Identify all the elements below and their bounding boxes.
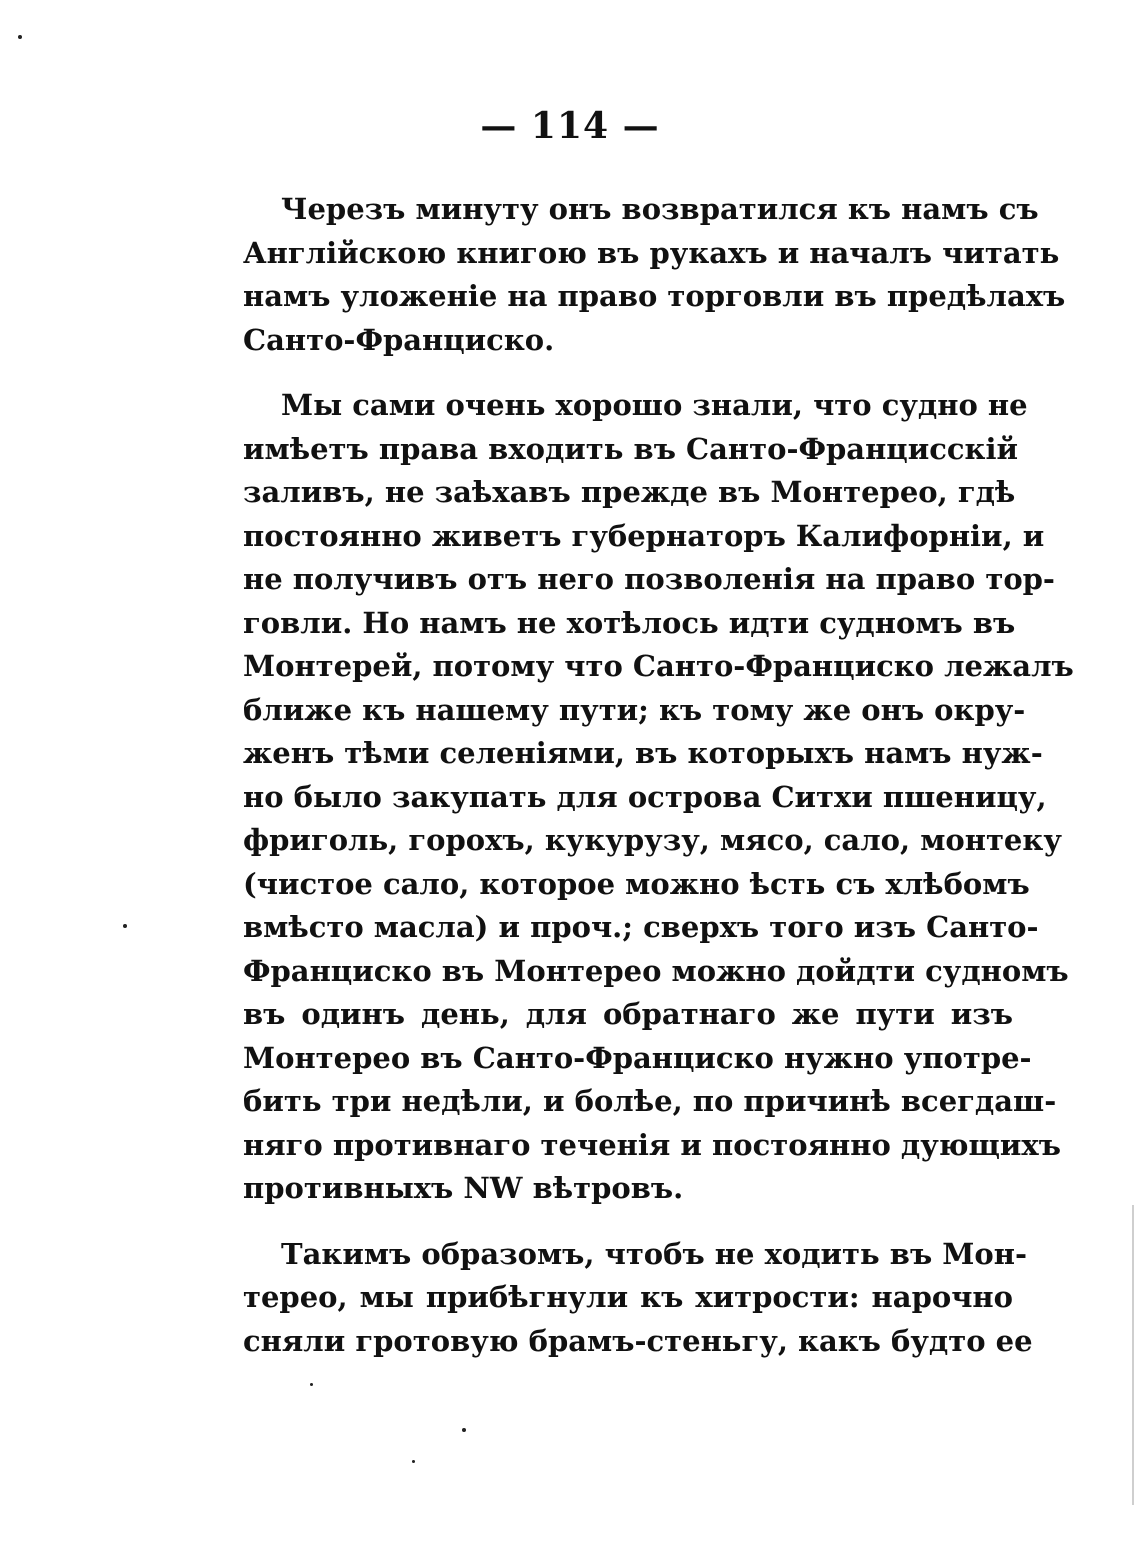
- text-line: фриголь, горохъ, кукурузу, мясо, сало, монтеку: [243, 823, 1062, 857]
- text-line: Такимъ образомъ, чтобъ не ходить въ Мон-: [281, 1236, 1027, 1271]
- text-line: сняли гротовую брамъ-стеньгу, какъ будто ее: [243, 1323, 1033, 1358]
- text-line: постоянно живетъ губернаторъ Калифорніи, и: [243, 518, 1045, 553]
- paragraph-3: [243, 1233, 1033, 1364]
- page-number: — 114 —: [480, 105, 660, 147]
- text-line: но было закупать для острова Ситхи пшеницу,: [243, 779, 1047, 814]
- text-line: Санто-Франциско.: [243, 322, 555, 357]
- text-line: терео, мы прибѣгнули къ хитрости: нарочно: [243, 1280, 1013, 1314]
- scan-speck: [123, 924, 127, 928]
- text-line: говли. Но намъ не хотѣлось идти судномъ въ: [243, 605, 1016, 640]
- text-line: няго противнаго теченія и постоянно дующихъ: [243, 1127, 1061, 1162]
- text-line: имѣетъ права входить въ Санто-Францисскій: [243, 431, 1019, 466]
- text-line: Монтерей, потому что Санто-Франциско лежалъ: [243, 649, 1074, 683]
- text-line: Англійскою книгою въ рукахъ и началъ читать: [243, 235, 1060, 270]
- text-line: (чистое сало, которое можно ѣсть съ хлѣбомъ: [243, 866, 1030, 901]
- scan-speck: [18, 35, 22, 39]
- text-line: вмѣсто масла) и проч.; сверхъ того изъ Санто-: [243, 910, 1039, 944]
- scan-speck: [412, 1460, 415, 1463]
- text-line: противныхъ NW вѣтровъ.: [243, 1171, 684, 1205]
- scan-speck: [310, 1383, 313, 1386]
- text-line: женъ тѣми селеніями, въ которыхъ намъ нуж-: [243, 736, 1043, 770]
- text-line: заливъ, не заѣхавъ прежде въ Монтерео, гдѣ: [243, 475, 1016, 509]
- text-line: не получивъ отъ него позволенія на право тор-: [243, 562, 1055, 596]
- body-text: [243, 188, 1074, 1363]
- text-line: намъ уложеніе на право торговли въ предѣлахъ: [243, 279, 1066, 313]
- text-line: ближе къ нашему пути; къ тому же онъ окру-: [243, 692, 1026, 727]
- paragraph-1: [243, 188, 1066, 362]
- text-line: въ одинъ день, для обратнаго же пути изъ: [243, 997, 1013, 1031]
- scan-speck: [462, 1428, 466, 1432]
- text-line: Черезъ минуту онъ возвратился къ намъ съ: [281, 192, 1039, 226]
- text-line: Мы сами очень хорошо знали, что судно не: [281, 388, 1028, 422]
- text-line: Монтерео въ Санто-Франциско нужно употре-: [243, 1040, 1032, 1075]
- scan-edge: [1132, 1205, 1134, 1505]
- text-line: бить три недѣли, и болѣе, по причинѣ всегдаш-: [243, 1084, 1057, 1118]
- paragraph-2: [243, 384, 1074, 1211]
- text-line: Франциско въ Монтерео можно дойдти судномъ: [243, 953, 1069, 988]
